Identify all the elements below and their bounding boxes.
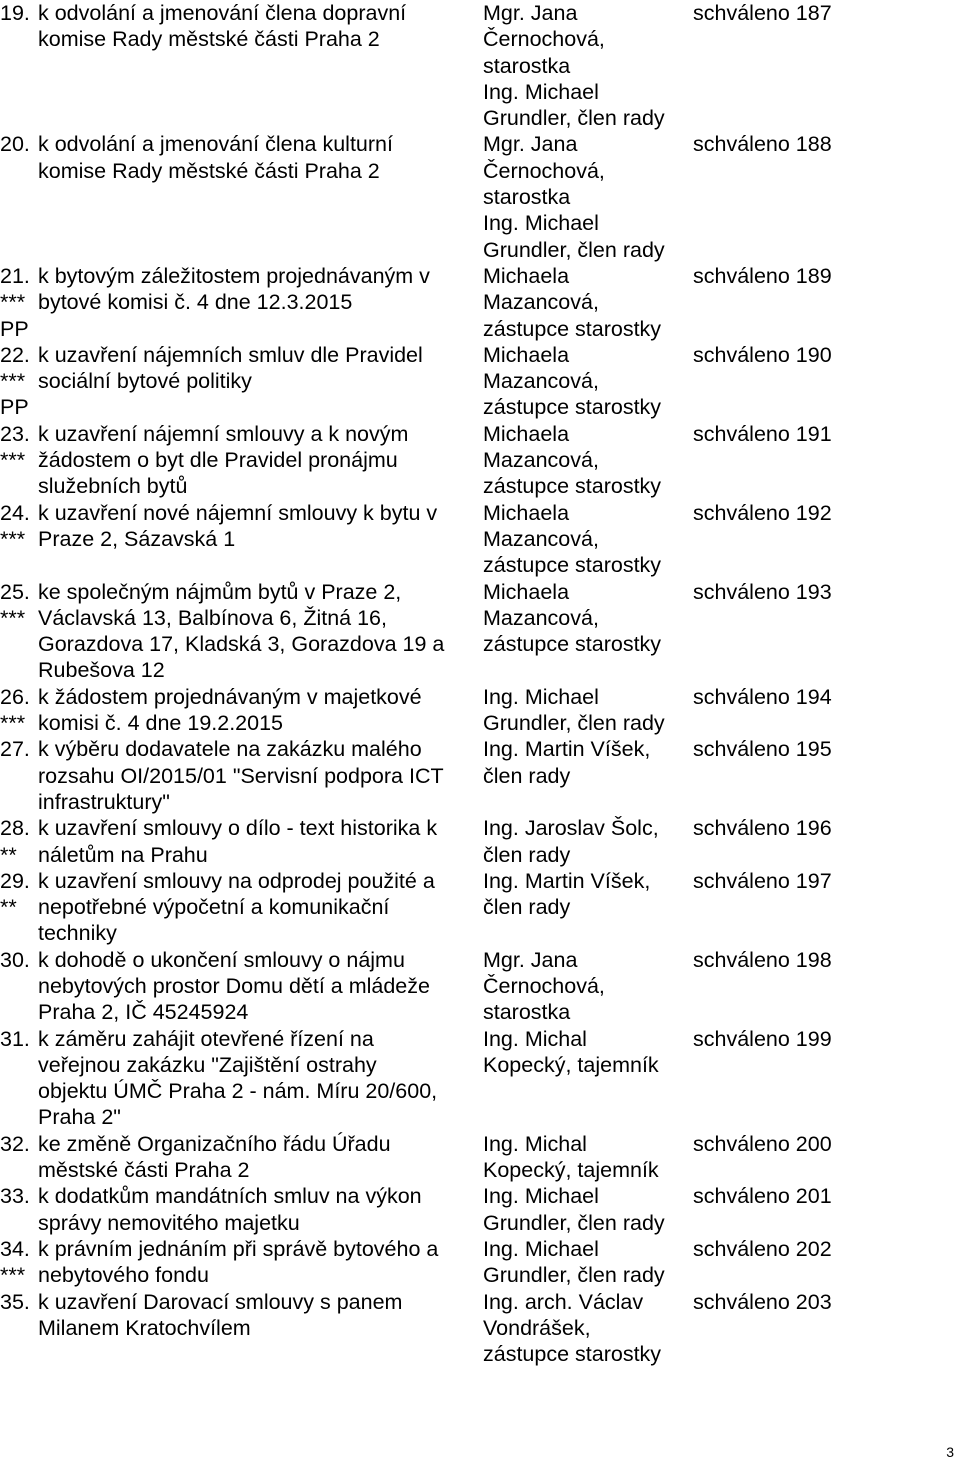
item-subject: k uzavření Darovací smlouvy s panem Milanem Kratochvílem bbox=[38, 1289, 403, 1340]
agenda-row bbox=[0, 1131, 960, 1184]
item-subject: k dohodě o ukončení smlouvy o nájmu nebytových prostor Domu dětí a mládeže Praha 2, IČ 45245924 bbox=[38, 947, 430, 1025]
item-subject: k uzavření nové nájemní smlouvy k bytu v Praze 2, Sázavská 1 bbox=[38, 500, 438, 551]
item-result: schváleno 200 bbox=[693, 1131, 832, 1156]
item-subject: k odvolání a jmenování člena kulturní komise Rady městské části Praha 2 bbox=[38, 132, 393, 183]
item-result: schváleno 187 bbox=[693, 1, 832, 25]
item-result: schváleno 193 bbox=[693, 579, 832, 604]
item-subject: k uzavření nájemní smlouvy a k novým žádostem o byt dle Pravidel pronájmu služebních bytů bbox=[38, 421, 409, 499]
item-subject: k výběru dodavatele na zakázku malého rozsahu OI/2015/01 "Servisní podpora ICT infrastruktury" bbox=[38, 737, 444, 814]
item-subject: k odvolání a jmenování člena dopravní komise Rady městské části Praha 2 bbox=[38, 1, 407, 52]
item-presenter: Michaela Mazancová, zástupce starostky bbox=[483, 421, 662, 499]
item-number: 19. bbox=[0, 1, 30, 25]
item-subject: k záměru zahájit otevřené řízení na veřejnou zakázku "Zajištění ostrahy objektu ÚMČ Praha 2 - nám. Míru 20/600, Praha 2" bbox=[38, 1026, 438, 1130]
agenda-row bbox=[0, 0, 960, 131]
agenda-row bbox=[0, 736, 960, 815]
item-number: 31. bbox=[0, 1026, 30, 1051]
agenda-row bbox=[0, 868, 960, 947]
item-result: schváleno 203 bbox=[693, 1289, 832, 1314]
item-presenter: Ing. arch. Václav Vondrášek, zástupce starostky bbox=[483, 1289, 662, 1367]
item-number: 27. bbox=[0, 737, 30, 762]
item-number: 34. *** bbox=[0, 1236, 30, 1288]
item-presenter: Michaela Mazancová, zástupce starostky bbox=[483, 579, 662, 657]
item-subject: k bytovým záležitostem projednávaným v bytové komisi č. 4 dne 12.3.2015 bbox=[38, 263, 430, 315]
item-subject: k právním jednáním při správě bytového a nebytového fondu bbox=[38, 1236, 439, 1288]
item-presenter: Ing. Michael Grundler, člen rady bbox=[483, 1236, 665, 1288]
agenda-row bbox=[0, 1026, 960, 1131]
agenda-row bbox=[0, 263, 960, 342]
item-result: schváleno 201 bbox=[693, 1184, 832, 1209]
item-presenter: Mgr. Jana Černochová, starostka Ing. Michael Grundler, člen rady bbox=[483, 1, 665, 131]
item-presenter: Ing. Martin Víšek, člen rady bbox=[483, 737, 651, 788]
item-number: 32. bbox=[0, 1131, 30, 1156]
agenda-row bbox=[0, 131, 960, 262]
item-presenter: Ing. Michael Grundler, člen rady bbox=[483, 684, 665, 736]
agenda-row bbox=[0, 342, 960, 421]
agenda-row bbox=[0, 1183, 960, 1236]
item-result: schváleno 190 bbox=[693, 342, 832, 367]
item-presenter: Mgr. Jana Černochová, starostka Ing. Michael Grundler, člen rady bbox=[483, 132, 665, 262]
item-presenter: Michaela Mazancová, zástupce starostky bbox=[483, 342, 662, 420]
item-number: 21. *** PP bbox=[0, 263, 30, 341]
agenda-row bbox=[0, 579, 960, 684]
item-number: 23. *** bbox=[0, 421, 30, 473]
item-number: 25. *** bbox=[0, 579, 30, 630]
agenda-row bbox=[0, 684, 960, 737]
item-result: schváleno 199 bbox=[693, 1026, 832, 1051]
item-subject: k uzavření smlouvy na odprodej použité a nepotřebné výpočetní a komunikační techniky bbox=[38, 868, 435, 946]
item-result: schváleno 196 bbox=[693, 816, 832, 841]
item-number: 30. bbox=[0, 947, 30, 972]
item-presenter: Ing. Michael Grundler, člen rady bbox=[483, 1184, 665, 1235]
item-presenter: Ing. Michal Kopecký, tajemník bbox=[483, 1131, 659, 1183]
item-number: 26. *** bbox=[0, 684, 30, 736]
item-result: schváleno 189 bbox=[693, 263, 832, 288]
item-number: 22. *** PP bbox=[0, 342, 30, 420]
item-subject: ke společným nájmům bytů v Praze 2, Václavská 13, Balbínova 6, Žitná 16, Gorazdova 17, Kladská 3, Gorazdova 19 a Rubešova 12 bbox=[38, 579, 445, 683]
item-number: 20. bbox=[0, 132, 30, 157]
item-result: schváleno 192 bbox=[693, 500, 832, 525]
item-result: schváleno 188 bbox=[693, 132, 832, 157]
item-subject: k žádostem projednávaným v majetkové komisi č. 4 dne 19.2.2015 bbox=[38, 684, 422, 736]
item-number: 24. *** bbox=[0, 500, 30, 551]
item-result: schváleno 198 bbox=[693, 947, 832, 972]
agenda-row bbox=[0, 1236, 960, 1289]
item-subject: k uzavření nájemních smluv dle Pravidel sociální bytové politiky bbox=[38, 342, 423, 394]
item-number: 29. ** bbox=[0, 868, 30, 920]
item-presenter: Ing. Michal Kopecký, tajemník bbox=[483, 1026, 659, 1077]
item-result: schváleno 195 bbox=[693, 737, 832, 762]
agenda-row bbox=[0, 500, 960, 579]
agenda-row bbox=[0, 947, 960, 1026]
item-number: 33. bbox=[0, 1184, 30, 1209]
item-result: schváleno 191 bbox=[693, 421, 832, 446]
item-result: schváleno 197 bbox=[693, 868, 832, 893]
item-presenter: Ing. Martin Víšek, člen rady bbox=[483, 868, 651, 920]
page-number: 3 bbox=[946, 1444, 954, 1460]
agenda-row bbox=[0, 1289, 960, 1368]
agenda-row bbox=[0, 815, 960, 868]
item-subject: k uzavření smlouvy o dílo - text historika k náletům na Prahu bbox=[38, 816, 438, 867]
item-presenter: Michaela Mazancová, zástupce starostky bbox=[483, 263, 662, 341]
item-result: schváleno 194 bbox=[693, 684, 832, 709]
item-presenter: Michaela Mazancová, zástupce starostky bbox=[483, 500, 662, 578]
item-result: schváleno 202 bbox=[693, 1236, 832, 1261]
agenda-row bbox=[0, 421, 960, 500]
item-number: 28. ** bbox=[0, 816, 30, 867]
item-subject: ke změně Organizačního řádu Úřadu městské části Praha 2 bbox=[38, 1131, 391, 1183]
item-number: 35. bbox=[0, 1289, 30, 1314]
item-subject: k dodatkům mandátních smluv na výkon správy nemovitého majetku bbox=[38, 1184, 422, 1235]
item-presenter: Mgr. Jana Černochová, starostka bbox=[483, 947, 605, 1025]
item-presenter: Ing. Jaroslav Šolc, člen rady bbox=[483, 816, 659, 867]
